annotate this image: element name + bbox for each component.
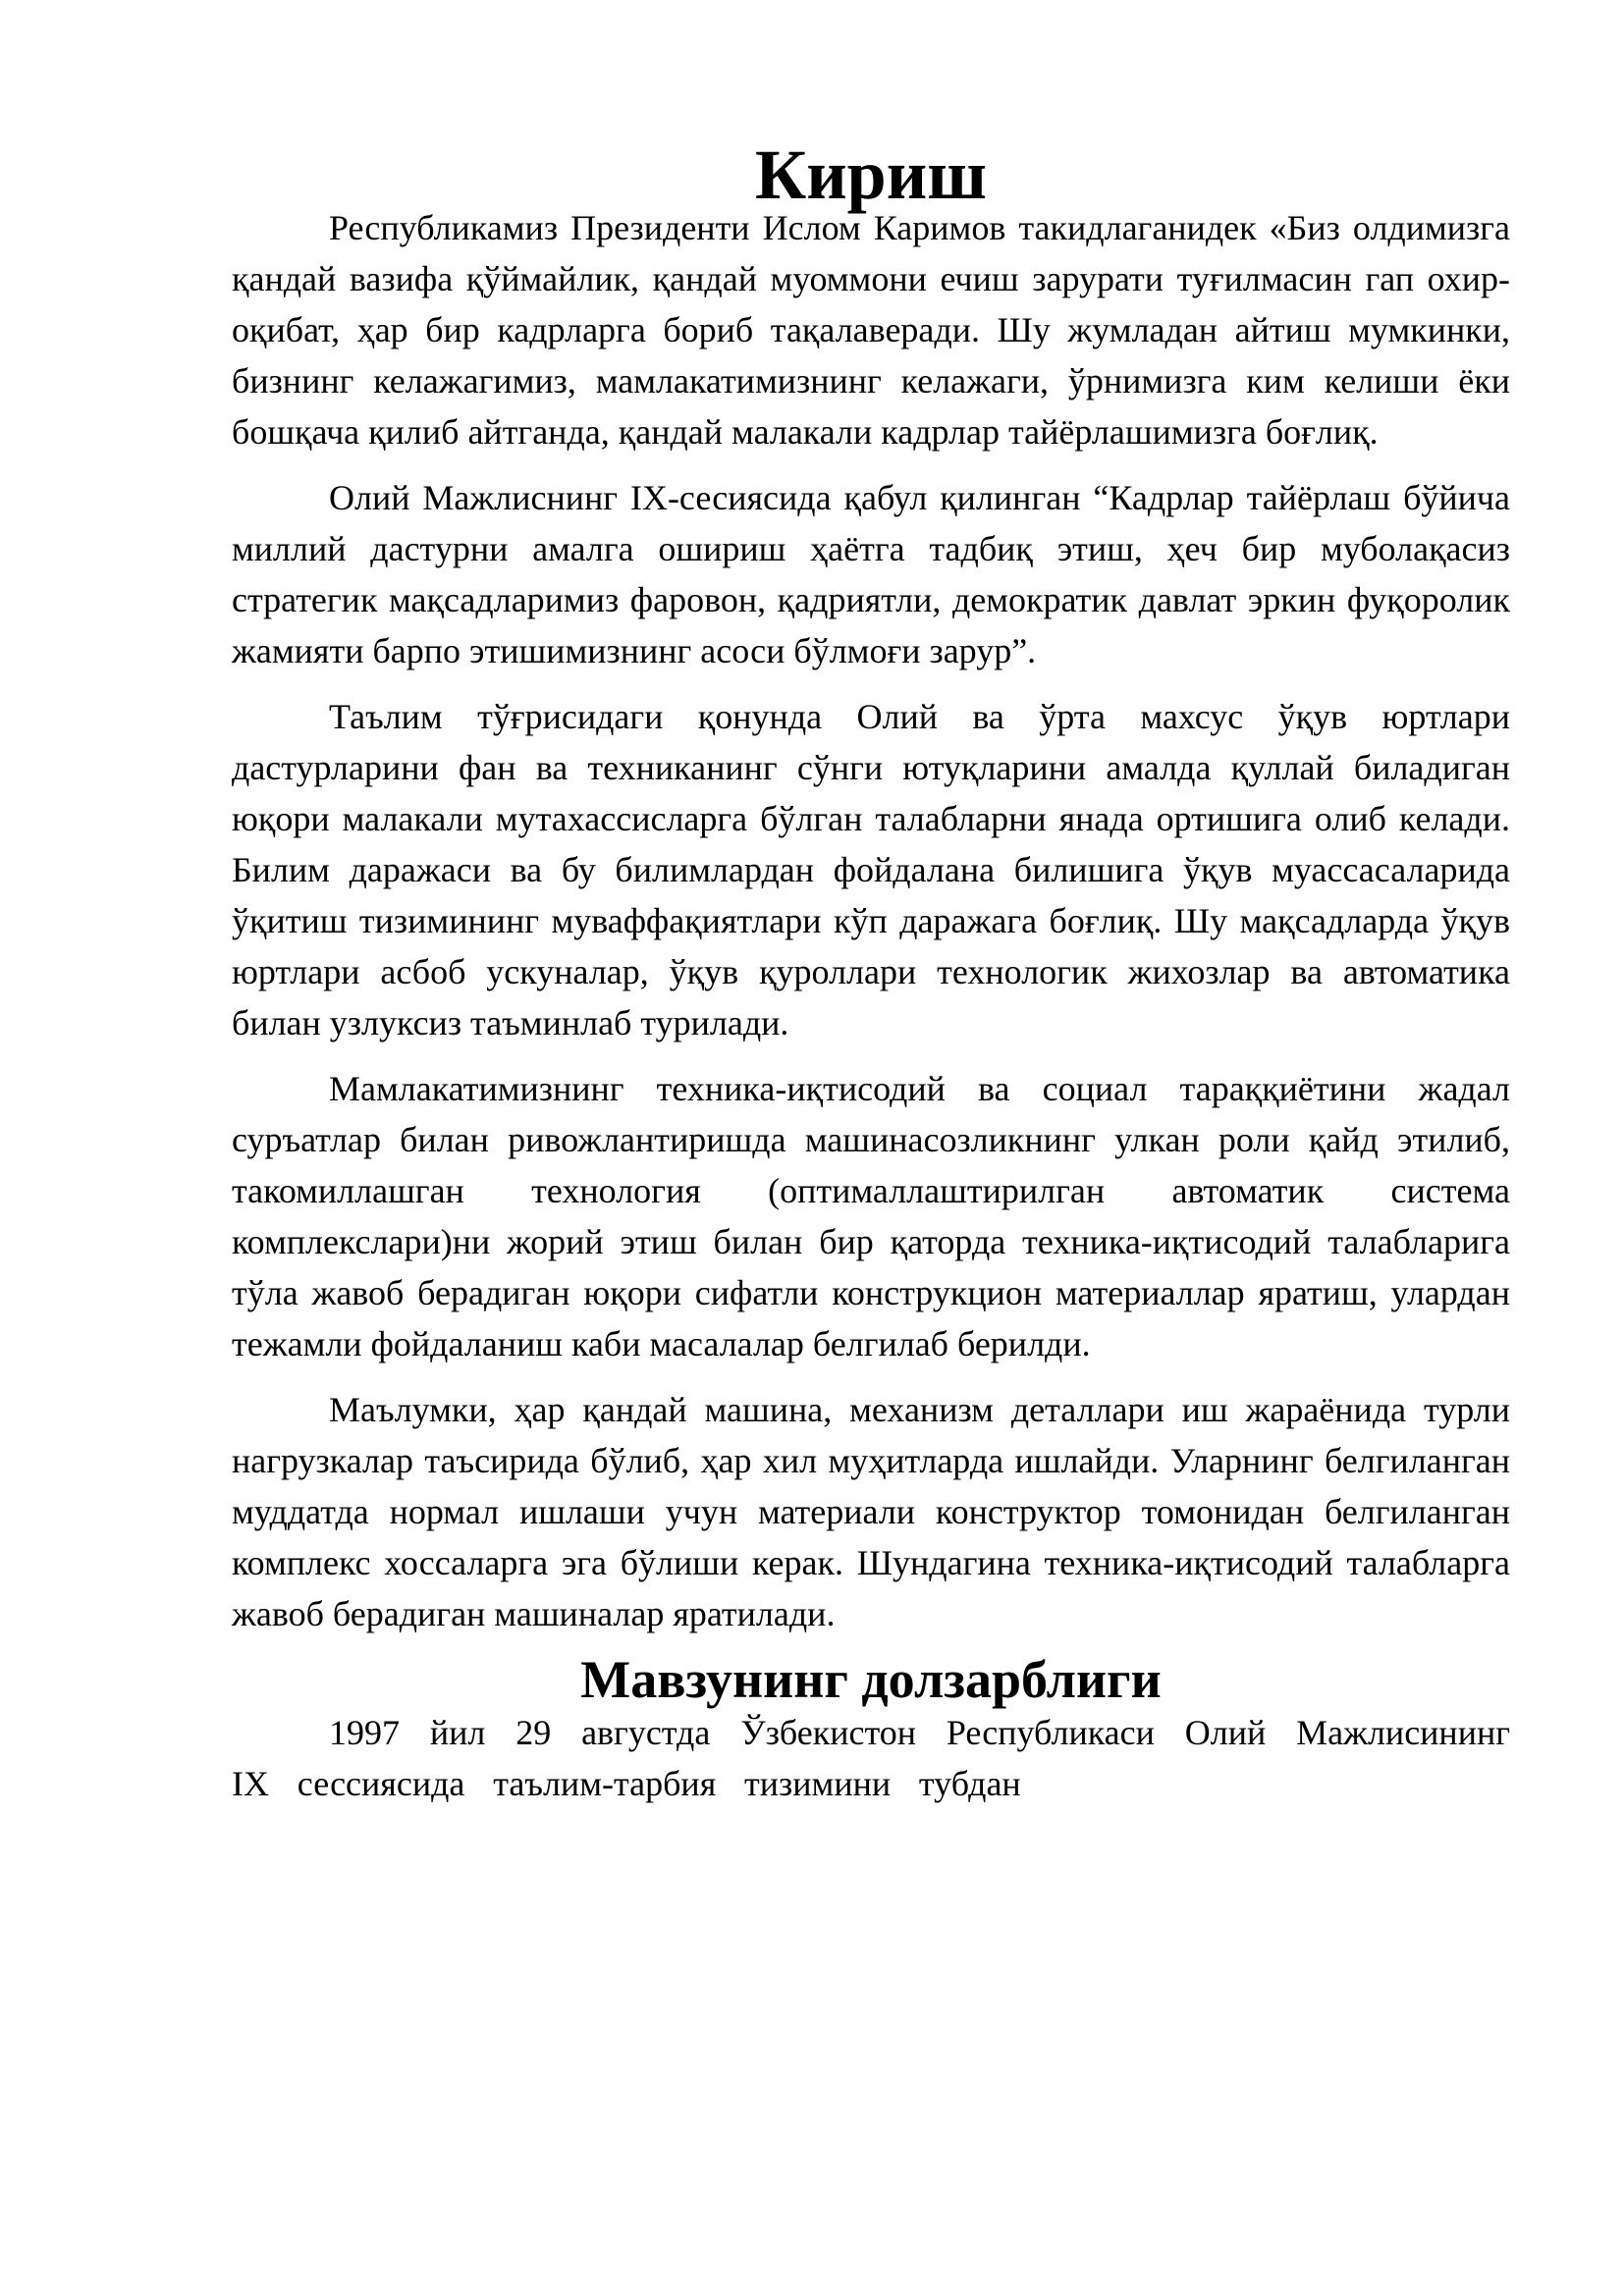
paragraph-oliy-majlis-session: Олий Мажлиснинг IX-сесиясида қабул қилинган “Кадрлар тайёрлаш бўйича миллий дастурни амалга ошириш ҳаётга тадбиқ этиш, ҳеч бир муболақасиз стратегик мақсадларимиз фаровон, қадриятли, демократик давлат эркин фуқоролик жамияти барпо этишимизнинг асоси бўлмоғи зарур”. [232, 478, 1510, 670]
paragraph-topic-relevance: 1997 йил 29 августда Ўзбекистон Республикаси Олий Мажлисининг IX сессиясида таълим-тарбия тизимини тубдан [232, 1713, 1510, 1803]
paragraph-education-law: Таълим тўғрисидаги қонунда Олий ва ўрта махсус ўқув юртлари дастурларини фан ва техниканинг сўнги ютуқларини амалда қуллай биладиган юқори малакали мутахассисларга бўлган талабларни янада ортишига олиб келади. Билим даражаси ва бу билимлардан фойдалана билишига ўқув муассасаларида ўқитиш тизимининг муваффақиятлари кўп даражага боғлиқ. Шу мақсадларда ўқув юртлари асбоб ускуналар, ўқув қуроллари технологик жихозлар ва автоматика билан узлуксиз таъминлаб турилади. [232, 697, 1510, 1042]
heading-topic-relevance: Мавзунинг долзарблиги [580, 1650, 1162, 1709]
paragraph-president-quote: Республикамиз Президенти Ислом Каримов такидлаганидек «Биз олдимизга қандай вазифа қўймайлик, қандай муоммони ечиш зарурати туғилмасин гап охир-оқибат, ҳар бир кадрларга бориб тақалаверади. Шу жумладан айтиш мумкинки, бизнинг келажагимиз, мамлакатимизнинг келажаги, ўрнимизга ким келиши ёки бошқача қилиб айтганда, қандай малакали кадрлар тайёрлашимизга боғлиқ. [232, 208, 1510, 452]
document-page [232, 135, 1510, 1809]
paragraph-technical-economic-progress: Мамлакатимизнинг техника-иқтисодий ва социал тараққиётини жадал суръатлар билан ривожлантиришда машинасозликнинг улкан роли қайд этилиб, такомиллашган технология (оптималлаштирилган автоматик система комплекслари)ни жорий этиш билан бир қаторда техника-иқтисодий талабларига тўла жавоб берадиган юқори сифатли конструкцион материаллар яратиш, улардан тежамли фойдаланиш каби масалалар белгилаб берилди. [232, 1069, 1510, 1363]
paragraph-machine-parts: Маълумки, ҳар қандай машина, механизм деталлари иш жараёнида турли нагрузкалар таъсирида бўлиб, ҳар хил муҳитларда ишлайди. Уларнинг белгиланган муддатда нормал ишлаши учун материали конструктор томонидан белгиланган комплекс хоссаларга эга бўлиши керак. Шундагина техника-иқтисодий талабларга жавоб берадиган машиналар яратилади. [232, 1390, 1510, 1633]
heading-introduction: Кириш [754, 135, 987, 214]
